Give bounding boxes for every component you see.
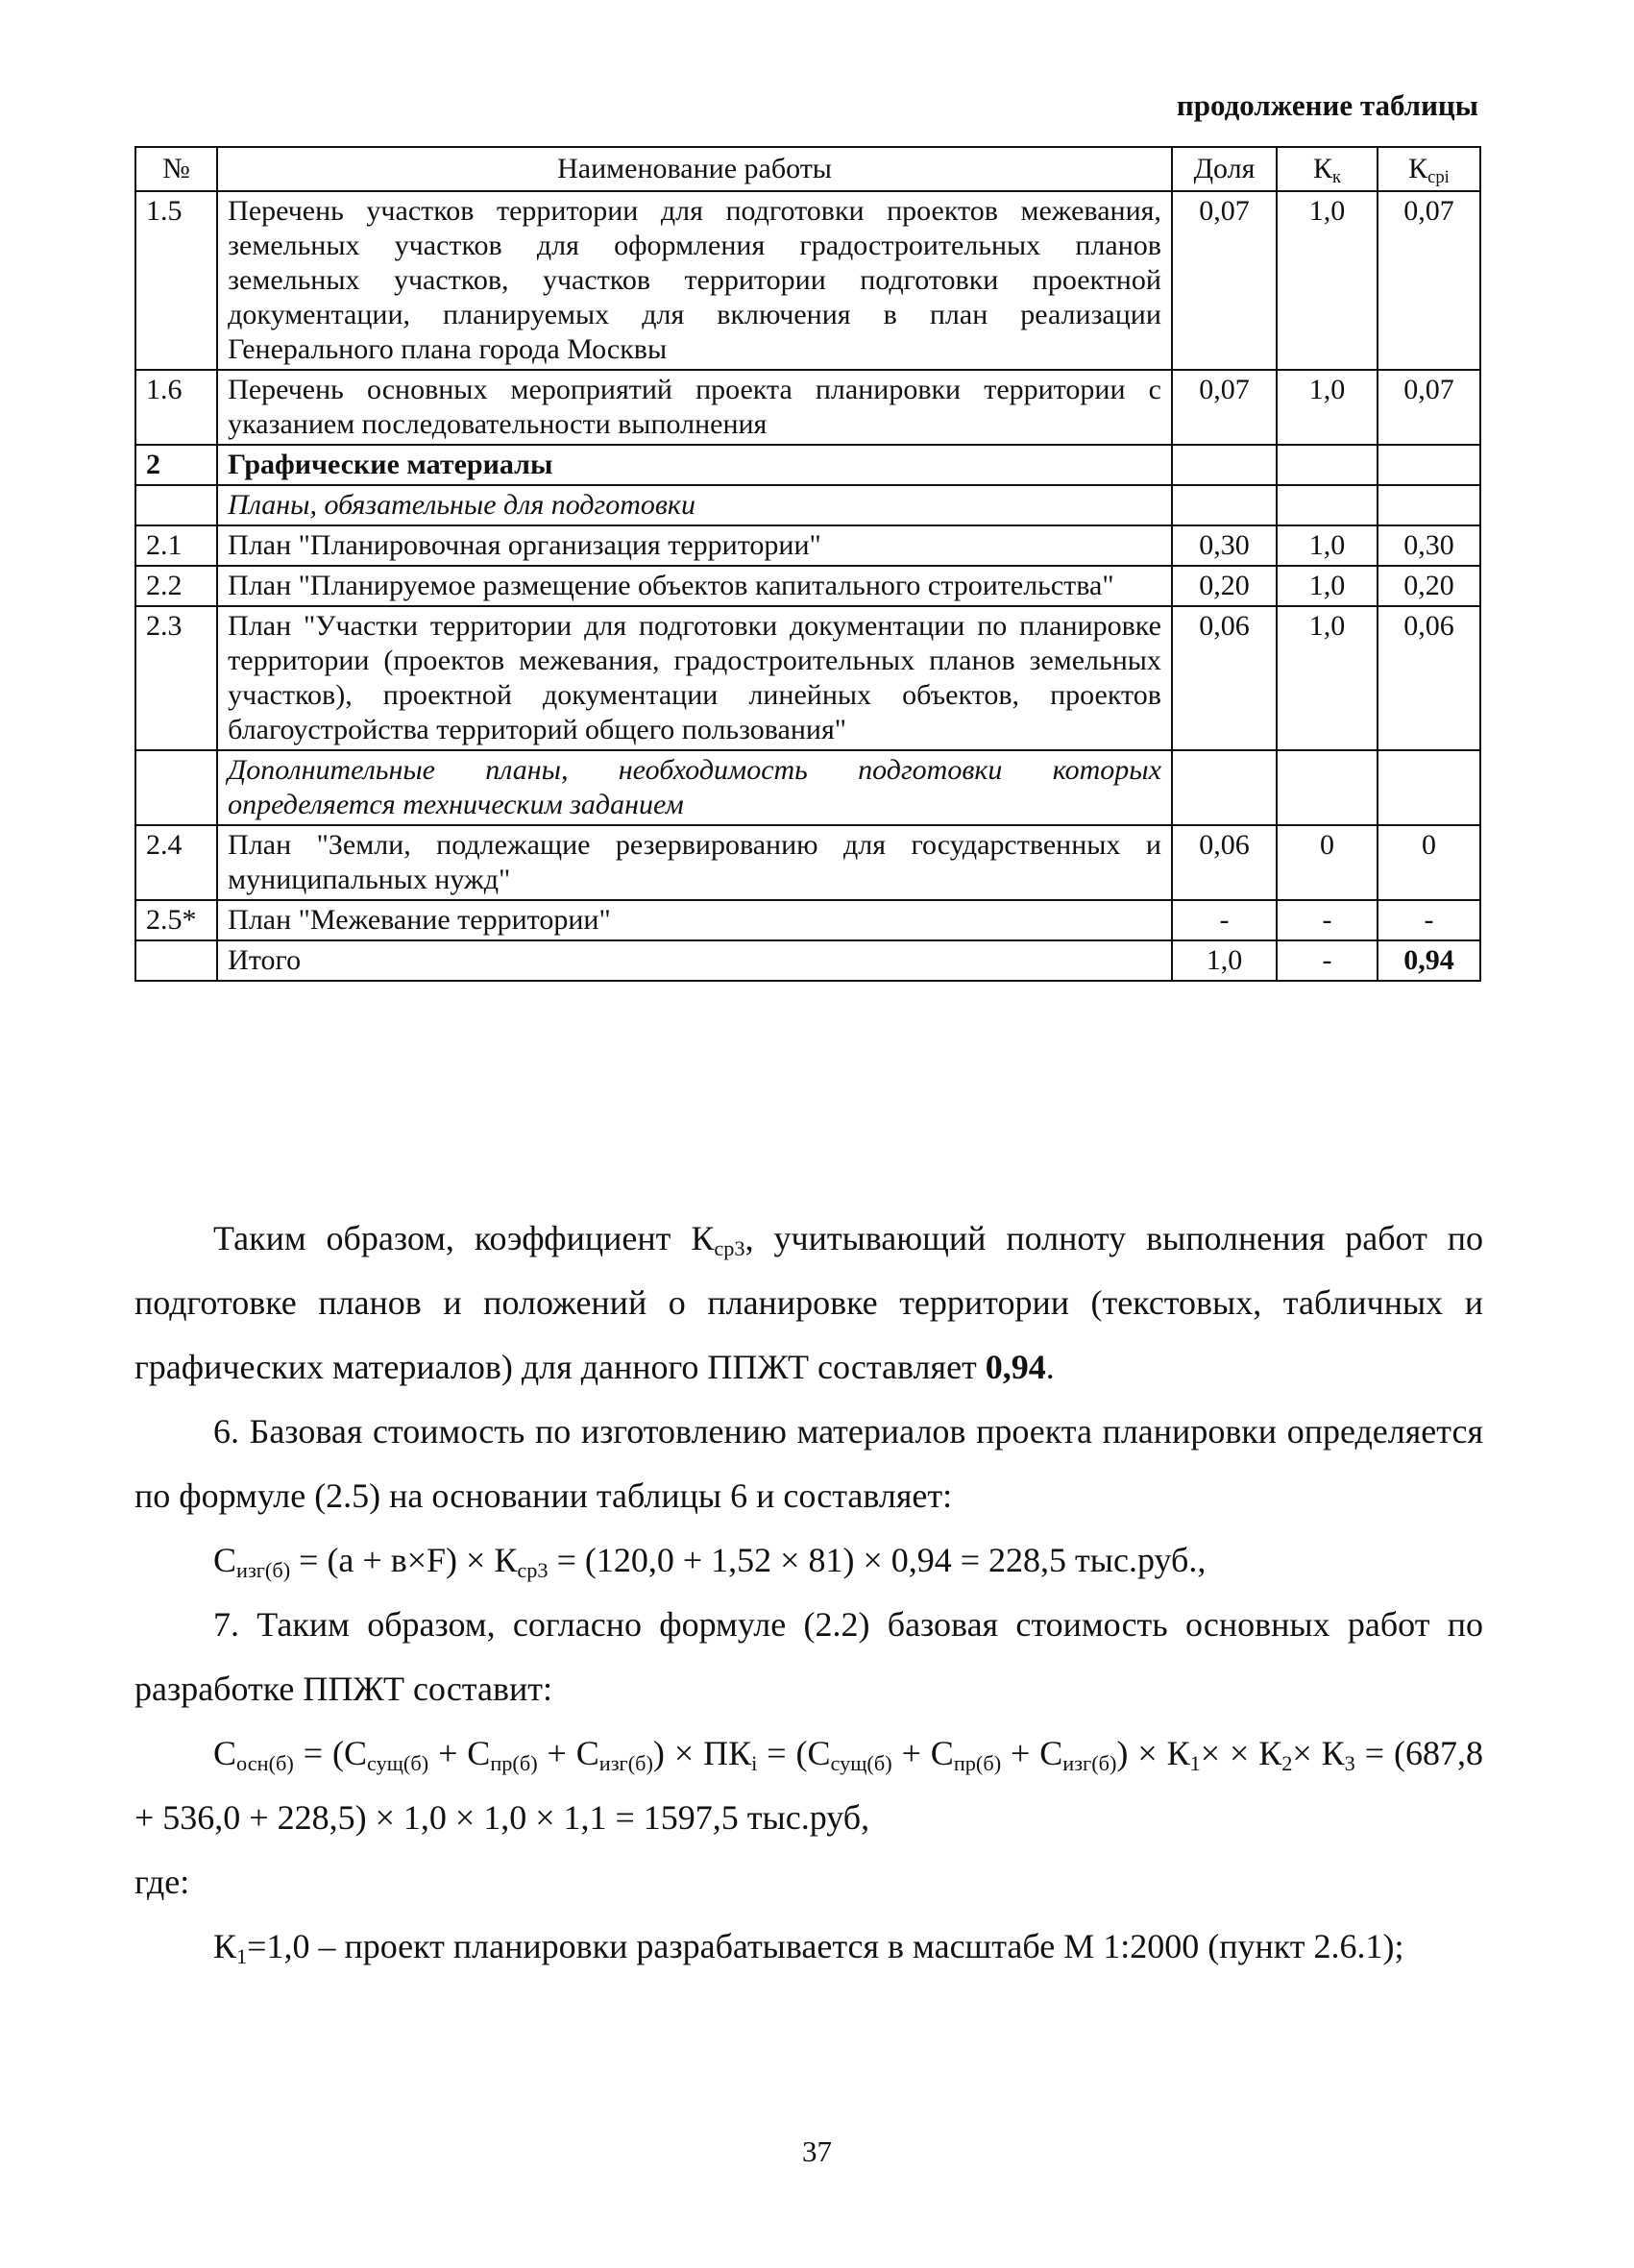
row-share	[1172, 445, 1277, 485]
para1-value: 0,94	[985, 1348, 1046, 1386]
formula2-part: = (С	[757, 1734, 831, 1772]
table-section-row	[135, 445, 1480, 485]
row-share	[1172, 485, 1277, 525]
where-label: где:	[134, 1863, 190, 1901]
formula2-subscript: 1	[1189, 1751, 1201, 1776]
total-label: Итого	[217, 940, 1172, 981]
table-row	[135, 191, 1480, 370]
subsection-title-additional-plans: Дополнительные планы, необходимость подготовки которых определяется техническим заданием	[217, 750, 1172, 825]
row-k-k: 1,0	[1277, 566, 1378, 606]
row-number: 1.5	[135, 191, 217, 370]
formula2-subscript: 2	[1281, 1751, 1293, 1776]
header-share: Доля	[1172, 147, 1277, 191]
row-k-cpi: 0,07	[1378, 370, 1480, 445]
row-k-cpi: 0,20	[1378, 566, 1480, 606]
row-work-name: План "Земли, подлежащие резервированию для государственных и муниципальных нужд"	[217, 825, 1172, 900]
table-continuation-caption: продолжение таблицы	[1176, 88, 1478, 122]
row-share: 0,20	[1172, 566, 1277, 606]
row-share	[1172, 750, 1277, 825]
row-work-name: План "Межевание территории"	[217, 900, 1172, 940]
row-k-k: 1,0	[1277, 606, 1378, 750]
row-k-k	[1277, 485, 1378, 525]
formula1-c: С	[213, 1541, 237, 1579]
section-title-graphic-materials: Графические материалы	[217, 445, 1172, 485]
paragraph-base-cost-manufacturing: 6. Базовая стоимость по изготовлению материалов проекта планировки определяется по формуле (2.5) на основании таблицы 6 и составляет:	[134, 1412, 1483, 1515]
row-share: 0,06	[1172, 606, 1277, 750]
formula2-subscript: осн(б)	[236, 1751, 294, 1776]
paragraph-coefficient-conclusion	[134, 1207, 1483, 1400]
row-number: 2.5*	[135, 900, 217, 940]
table-row	[135, 525, 1480, 566]
row-share: 0,07	[1172, 370, 1277, 445]
row-number: 2.3	[135, 606, 217, 750]
row-k-cpi	[1378, 485, 1480, 525]
para1-start: Таким образом, коэффициент К	[213, 1219, 715, 1257]
formula-main-works-cost	[134, 1721, 1483, 1850]
work-share-table	[134, 146, 1481, 982]
header-k-cpi-letter: К	[1408, 153, 1428, 184]
formula2-part: = (687,8 + 536,0 + 228,5) × 1,0 × 1,0 × 1,1 = 1597,5 тыс.руб,	[134, 1734, 1483, 1837]
para1-middle: , учитывающий полноту выполнения работ по подготовке планов и положений о планировке территории (текстовых, табличных и графических материалов) для данного ППЖТ составляет	[134, 1219, 1483, 1386]
row-k-k: -	[1277, 900, 1378, 940]
formula2-subscript: изг(б)	[1062, 1751, 1117, 1776]
row-k-k: 1,0	[1277, 525, 1378, 566]
formula2-part: ) × К	[1116, 1734, 1190, 1772]
table-row	[135, 825, 1480, 900]
row-k-cpi: 0,30	[1378, 525, 1480, 566]
formula1-mid: = (а + в×F) × К	[290, 1541, 518, 1579]
formula2-subscript: сущ(б)	[366, 1751, 429, 1776]
formula2-subscript: пр(б)	[953, 1751, 1002, 1776]
row-number: 2.1	[135, 525, 217, 566]
formula2-part: + С	[428, 1734, 491, 1772]
table-row	[135, 566, 1480, 606]
formula2-subscript: 3	[1344, 1751, 1355, 1776]
row-k-k	[1277, 750, 1378, 825]
formula2-subscript: i	[751, 1751, 758, 1776]
row-work-name: Перечень участков территории для подготовки проектов межевания, земельных участков для оформления градостроительных планов земельных участков, участков территории подготовки проектной документации, планируемых для включения в план реализации Генерального плана города Москвы	[217, 191, 1172, 370]
header-k-k-letter: К	[1313, 153, 1333, 184]
row-number: 1.6	[135, 370, 217, 445]
row-k-k: 1,0	[1277, 191, 1378, 370]
total-k-k: -	[1277, 940, 1378, 981]
row-work-name: Перечень основных мероприятий проекта планировки территории с указанием последовательности выполнения	[217, 370, 1172, 445]
row-k-k	[1277, 445, 1378, 485]
body-text	[134, 1207, 1483, 1979]
header-number: №	[135, 147, 217, 191]
total-share: 1,0	[1172, 940, 1277, 981]
formula1-c-subscript: изг(б)	[236, 1558, 291, 1583]
table-row	[135, 900, 1480, 940]
table-row	[135, 370, 1480, 445]
paragraph-k1-definition	[134, 1914, 1483, 1979]
table-row	[135, 606, 1480, 750]
formula1-k-subscript: ср3	[517, 1558, 549, 1583]
subsection-title-mandatory-plans: Планы, обязательные для подготовки	[217, 485, 1172, 525]
header-k-cpi	[1378, 147, 1480, 191]
row-k-cpi: 0	[1378, 825, 1480, 900]
formula2-part: + С	[891, 1734, 954, 1772]
total-k-cpi: 0,94	[1378, 940, 1480, 981]
row-work-name: План "Планировочная организация территории"	[217, 525, 1172, 566]
table-total-row	[135, 940, 1480, 981]
paragraph-base-cost-main-works: 7. Таким образом, согласно формуле (2.2) базовая стоимость основных работ по разработке ППЖТ составит:	[134, 1605, 1483, 1708]
para4-k-subscript: 1	[236, 1944, 248, 1969]
row-k-cpi	[1378, 750, 1480, 825]
formula2-subscript: изг(б)	[598, 1751, 653, 1776]
header-work-name: Наименование работы	[217, 147, 1172, 191]
formula-manufacturing-cost	[134, 1528, 1483, 1593]
row-number	[135, 750, 217, 825]
formula2-subscript: сущ(б)	[830, 1751, 892, 1776]
header-k-cpi-subscript: срi	[1427, 167, 1450, 188]
page-number: 37	[802, 2134, 832, 2168]
formula2-part: ) × ПК	[652, 1734, 752, 1772]
formula2-part: С	[213, 1734, 237, 1772]
formula2-part: = (С	[293, 1734, 367, 1772]
para4-k: К	[213, 1927, 237, 1965]
para1-end: .	[1045, 1348, 1055, 1386]
para4-rest: =1,0 – проект планировки разрабатывается в масштабе М 1:2000 (пункт 2.6.1);	[247, 1927, 1404, 1965]
header-k-k	[1277, 147, 1378, 191]
table-header-row	[135, 147, 1480, 191]
row-number: 2.2	[135, 566, 217, 606]
para1-subscript: ср3	[714, 1236, 745, 1261]
formula2-part: × К	[1292, 1734, 1345, 1772]
table-subsection-row	[135, 485, 1480, 525]
row-k-cpi: 0,06	[1378, 606, 1480, 750]
row-share: 0,07	[1172, 191, 1277, 370]
row-k-cpi: -	[1378, 900, 1480, 940]
row-k-cpi: 0,07	[1378, 191, 1480, 370]
row-work-name: План "Планируемое размещение объектов капитального строительства"	[217, 566, 1172, 606]
row-share: 0,30	[1172, 525, 1277, 566]
row-k-k: 0	[1277, 825, 1378, 900]
row-number: 2.4	[135, 825, 217, 900]
row-number	[135, 940, 217, 981]
formula2-part: + С	[537, 1734, 599, 1772]
header-k-k-subscript: к	[1332, 167, 1342, 188]
formula2-part: × × К	[1200, 1734, 1282, 1772]
formula2-part: + С	[1001, 1734, 1063, 1772]
row-share: 0,06	[1172, 825, 1277, 900]
row-number	[135, 485, 217, 525]
row-k-k: 1,0	[1277, 370, 1378, 445]
table-subsection-row	[135, 750, 1480, 825]
row-number: 2	[135, 445, 217, 485]
formula1-rest: = (120,0 + 1,52 × 81) × 0,94 = 228,5 тыс.руб.,	[548, 1541, 1207, 1579]
formula2-subscript: пр(б)	[490, 1751, 538, 1776]
row-share: -	[1172, 900, 1277, 940]
row-work-name: План "Участки территории для подготовки документации по планировке территории (проектов межевания, градостроительных планов земельных участков), проектной документации линейных объектов, проектов благоустройства территорий общего пользования"	[217, 606, 1172, 750]
row-k-cpi	[1378, 445, 1480, 485]
